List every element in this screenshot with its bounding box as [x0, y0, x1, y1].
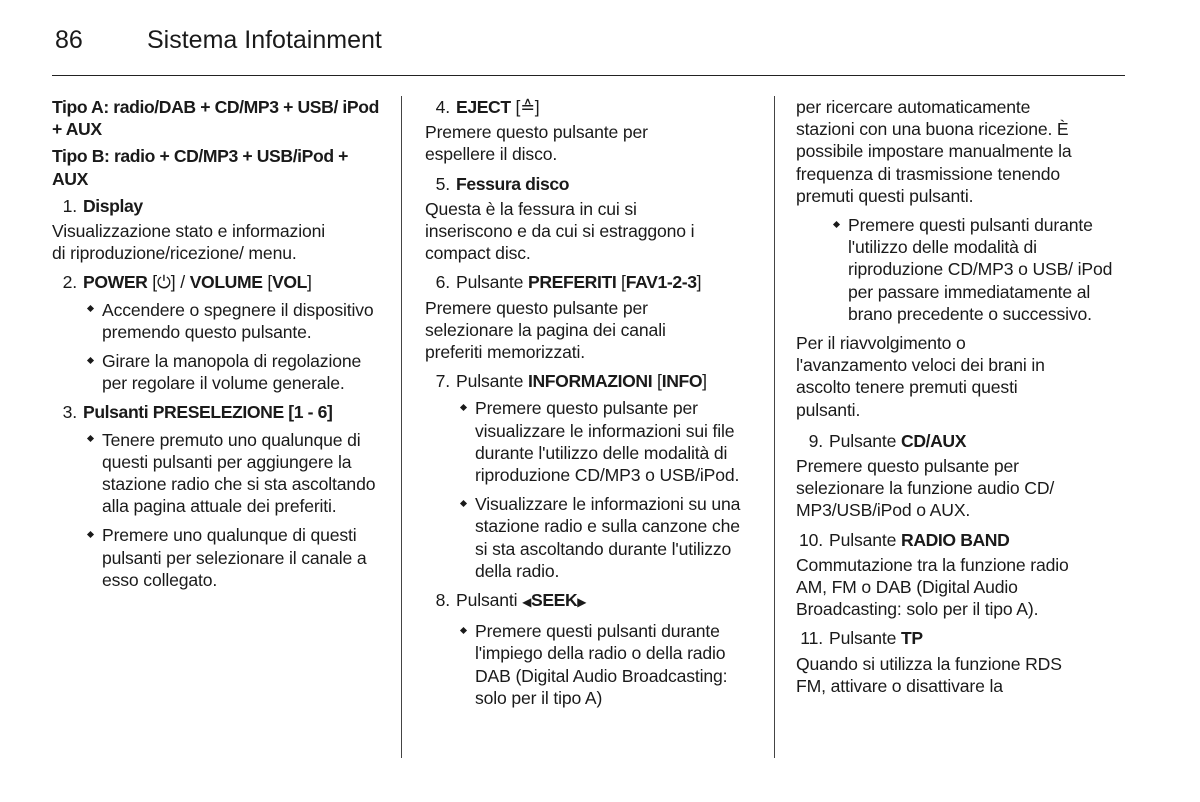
bullet-text-continued: per ricercare automaticamente stazioni con una buona ricezione. È possibile impostare manualmente la frequenza di trasmissione tenendo premuti questi pulsanti.	[796, 97, 1072, 206]
bullet-text: Premere questi pulsanti durante l'utilizzo delle modalità di riproduzione CD/MP3 o USB/ iPod per passare immediatamente al brano precedente o successivo.	[848, 215, 1113, 324]
column-2	[425, 96, 760, 709]
item-description: Premere questo pulsante per selezionare la pagina dei canali preferiti memorizzati.	[425, 297, 666, 363]
item-number: 6.	[435, 272, 450, 293]
list-item-8	[435, 589, 760, 613]
bullet-text: Premere questo pulsante per visualizzare le informazioni sui file durante l'utilizzo delle modalità di riproduzione CD/MP3 o USB/iPod.	[475, 398, 740, 486]
item-description: Premere questo pulsante per selezionare la funzione audio CD/ MP3/USB/iPod o AUX.	[796, 456, 1055, 521]
item-title: CD/AUX	[901, 430, 967, 451]
bullet-text: Premere uno qualunque di questi pulsanti per selezionare il canale a esso collegato.	[102, 525, 367, 590]
item-prefix: Pulsante	[829, 529, 902, 550]
item-number: 10.	[798, 529, 823, 550]
note-text: Per il riavvolgimento o l'avanzamento veloci dei brani in ascolto tenere premuti questi pulsanti.	[796, 333, 1045, 420]
item-title: Display	[83, 195, 143, 216]
item-description: Quando si utilizza la funzione RDS FM, attivare o disattivare la	[796, 653, 1062, 696]
item-title: TP	[901, 628, 923, 649]
item-prefix: Pulsante	[456, 371, 529, 392]
item-title: INFORMAZIONI	[528, 371, 653, 392]
list-item-3	[62, 401, 387, 423]
list-item-7: 7. Pulsante INFORMAZIONI [INFO]	[435, 371, 707, 392]
item-number: 7.	[435, 371, 450, 392]
bullet-text: Girare la manopola di regolazione per regolare il volume generale.	[102, 351, 362, 394]
item-title: Fessura disco	[456, 173, 570, 194]
bullet-diamond-icon	[87, 435, 94, 442]
page-number: 86	[55, 26, 83, 54]
item-prefix: Pulsante	[829, 430, 902, 451]
item-title: EJECT	[456, 97, 511, 117]
bullet-text: Premere questi pulsanti durante l'impiego della radio o della radio DAB (Digital Audio Broadcasting: solo per il tipo A)	[475, 621, 728, 708]
bullet-diamond-icon	[460, 500, 467, 507]
column-divider-2	[774, 96, 775, 758]
item-number: 11.	[800, 628, 823, 649]
type-b-heading: Tipo B: radio + CD/MP3 + USB/iPod + AUX	[52, 146, 349, 189]
item-number: 1.	[62, 195, 77, 216]
list-item-9	[808, 430, 1126, 452]
bullet-diamond-icon	[460, 404, 467, 411]
item-tag: VOL	[272, 272, 308, 293]
list-item-4: 4. EJECT [≙]	[435, 97, 540, 117]
list-item-5	[435, 173, 760, 195]
item-prefix: Pulsante	[829, 628, 902, 649]
column-divider-1	[401, 96, 402, 758]
item-tag: FAV1-2-3	[625, 272, 697, 293]
bullet-diamond-icon	[833, 220, 840, 227]
item-description: Visualizzazione stato e informazioni di riproduzione/ricezione/ menu.	[52, 221, 325, 264]
list-item-10	[798, 529, 1126, 551]
column-3	[796, 96, 1126, 697]
item-number: 3.	[62, 402, 77, 423]
type-a-heading: Tipo A: radio/DAB + CD/MP3 + USB/ iPod + AUX	[52, 97, 379, 140]
bullet-text: Accendere o spegnere il dispositivo premendo questo pulsante.	[102, 299, 374, 342]
bullet-item	[848, 214, 1126, 325]
bullet-item	[102, 350, 387, 394]
power-icon: ⏻	[156, 272, 171, 293]
bullet-item	[102, 524, 387, 591]
item-title: SEEK	[530, 590, 578, 611]
item-prefix: Pulsanti	[456, 590, 523, 611]
item-title: Pulsanti PRESELEZIONE [1 - 6]	[83, 402, 333, 423]
column-1	[52, 96, 387, 598]
item-number: 9.	[808, 430, 823, 451]
item-tag: INFO	[661, 371, 703, 392]
list-item-6: 6. Pulsante PREFERITI [FAV1-2-3]	[435, 272, 702, 293]
list-item-11	[800, 627, 1126, 649]
bullet-diamond-icon	[87, 356, 94, 363]
bullet-text: Tenere premuto uno qualunque di questi pulsanti per aggiungere la stazione radio che si sta ascoltando alla pagina attuale dei preferiti.	[102, 429, 376, 517]
bullet-item	[475, 397, 760, 486]
item-description: Questa è la fessura in cui si inseriscono e da cui si estraggono i compact disc.	[425, 198, 695, 264]
list-item-2: 2. POWER [⏻] / VOLUME [VOL]	[62, 272, 312, 293]
bullet-diamond-icon	[87, 531, 94, 538]
bullet-item	[475, 620, 760, 709]
list-item-1	[62, 195, 387, 217]
header-rule	[52, 75, 1125, 76]
item-title: RADIO BAND	[901, 529, 1010, 550]
item-description: Premere questo pulsante per espellere il disco.	[425, 122, 648, 165]
item-description: Commutazione tra la funzione radio AM, FM o DAB (Digital Audio Broadcasting: solo per il tipo A).	[796, 554, 1069, 620]
bullet-item	[102, 429, 387, 518]
page-title: Sistema Infotainment	[147, 26, 382, 54]
item-title: POWER	[83, 272, 148, 293]
item-title: PREFERITI	[528, 272, 617, 293]
item-title-2: VOLUME	[189, 272, 263, 293]
eject-icon: ≙	[520, 97, 535, 117]
separator: /	[175, 272, 190, 293]
item-number: 8.	[435, 590, 450, 611]
bullet-item	[102, 299, 387, 343]
item-prefix: Pulsante	[456, 272, 529, 293]
item-number: 4.	[435, 97, 450, 117]
bullet-item	[475, 493, 760, 582]
bullet-diamond-icon	[460, 627, 467, 634]
seek-back-icon: ◀	[522, 595, 531, 610]
bullet-diamond-icon	[87, 305, 94, 312]
item-number: 5.	[435, 173, 450, 194]
bullet-text: Visualizzare le informazioni su una stazione radio e sulla canzone che si sta ascoltando durante l'utilizzo della radio.	[475, 494, 741, 581]
seek-forward-icon: ▶	[577, 595, 587, 610]
item-number: 2.	[62, 272, 77, 293]
